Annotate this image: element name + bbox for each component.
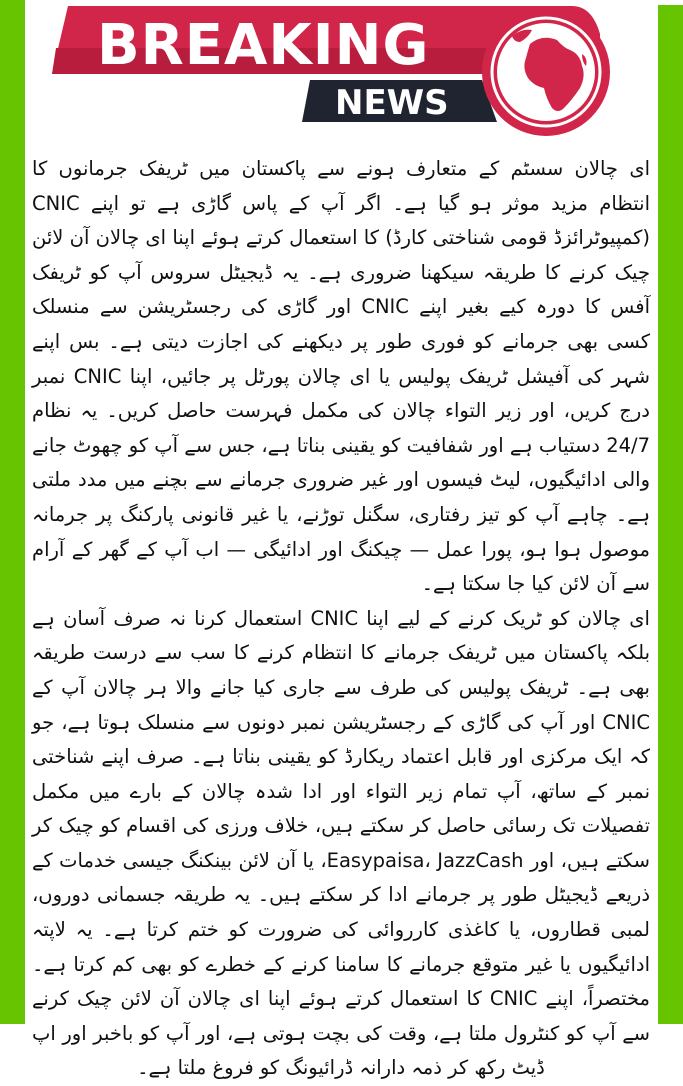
article-paragraph-2: ای چالان کو ٹریک کرنے کے لیے اپنا CNIC استعمال کرنا نہ صرف آسان ہے بلکہ پاکستان میں ٹریفک جرمانے کا انتظام کرنے کا سب سے درست طریقہ بھی ہے۔ ٹریفک پولیس کی طرف سے جاری کیا جانے والا ہر چالان آپ کے CNIC اور آپ کی گاڑی کے رجسٹریشن نمبر دونوں سے منسلک ہوتا ہے، جو کہ ایک مرکزی اور قابل اعتماد ریکارڈ کو یقینی بناتا ہے۔ صرف اپنے شناختی نمبر کے ساتھ، آپ تمام زیر التواء اور ادا شدہ چالان کے بارے میں مکمل تفصیلات تک رسائی حاصل کر سکتے ہیں، خلاف ورزی کی اقسام کو چیک کر سکتے ہیں، اور Easypaisa، JazzCash، یا آن لائن بینکنگ جیسی خدمات کے ذریعے ڈیجیٹل طور پر جرمانے ادا کر سکتے ہیں۔ یہ طریقہ جسمانی دوروں، لمبی قطاروں، یا کاغذی کارروائی کی ضرورت کو ختم کرتا ہے۔ یہ لاپتہ ادائیگیوں یا غیر متوقع جرمانے کا سامنا کرنے کے خطرے کو بھی کم کرتا ہے۔ مختصراً، اپنے CNIC کا استعمال کرتے ہوئے اپنا ای چالان آن لائن چیک کرنے سے آپ کو کنٹرول ملتا ہے، وقت کی بچت ہوتی ہے، اور آپ کو باخبر اور اپ ڈیٹ رکھ کر ذمہ دارانہ ڈرائیونگ کو فروغ ملتا ہے۔ bbox=[32, 606, 650, 1080]
news-text: NEWS bbox=[335, 83, 449, 123]
right-green-border bbox=[658, 5, 683, 1024]
article-paragraph-1: ای چالان سسٹم کے متعارف ہونے سے پاکستان میں ٹریفک جرمانوں کا انتظام مزید موثر ہو گیا ہے۔ اگر آپ کے پاس گاڑی ہے تو اپنے CNIC (کمپیوٹرائزڈ قومی شناختی کارڈ) کا استعمال کرتے ہوئے اپنا ای چالان آن لائن چیک کرنے کا طریقہ سیکھنا ضروری ہے۔ یہ ڈیجیٹل سروس آپ کو ٹریفک آفس کا دورہ کیے بغیر اپنے CNIC اور گاڑی کی رجسٹریشن سے منسلک کسی بھی جرمانے کو فوری طور پر دیکھنے کی اجازت دیتی ہے۔ بس اپنے شہر کی آفیشل ٹریفک پولیس یا ای چالان پورٹل پر جائیں، اپنا CNIC نمبر درج کریں، اور زیر التواء چالان کی مکمل فہرست حاصل کریں۔ یہ نظام 24/7 دستیاب ہے اور شفافیت کو یقینی بناتا ہے، جس سے آپ کو چھوٹ جانے والی ادائیگیوں، لیٹ فیسوں اور غیر ضروری جرمانے سے بچنے میں مدد ملتی ہے۔ چاہے آپ کو تیز رفتاری، سگنل توڑنے، یا غیر قانونی پارکنگ پر جرمانہ موصول ہوا ہو، پورا عمل — چیکنگ اور ادائیگی — اب آپ کے گھر کے آرام سے آن لائن کیا جا سکتا ہے۔ bbox=[32, 157, 650, 596]
article-body bbox=[32, 152, 650, 1086]
globe-icon bbox=[482, 8, 610, 136]
breaking-news-banner bbox=[52, 4, 622, 136]
breaking-text: BREAKING bbox=[97, 13, 430, 78]
left-green-border bbox=[0, 0, 25, 1024]
